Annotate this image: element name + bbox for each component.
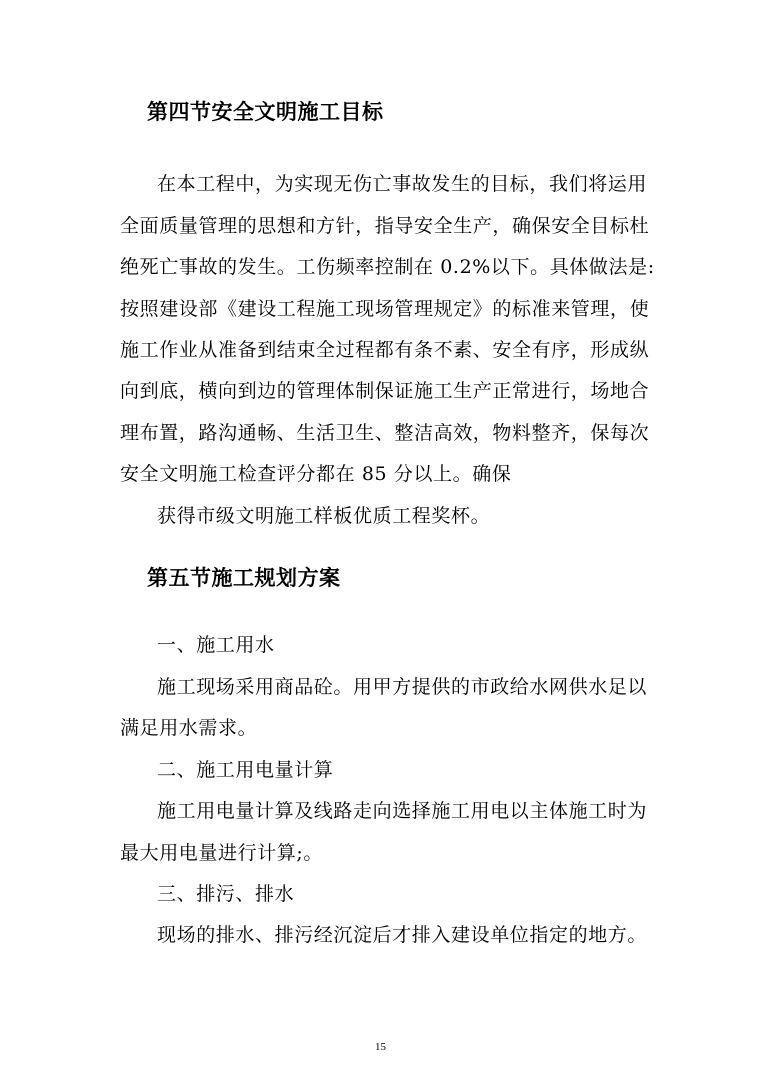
water-supply-line-2: 满足用水需求。 — [120, 717, 258, 739]
power-calc-line-1: 施工用电量计算及线路走向选择施工用电以主体施工时为 — [157, 800, 648, 822]
section-5-title: 第五节施工规划方案 — [147, 565, 341, 590]
power-calc-line-2: 最大用电量进行计算;。 — [120, 842, 324, 864]
power-calc-heading: 二、施工用电量计算 — [157, 759, 334, 781]
section-4-line-1: 在本工程中，为实现无伤亡事故发生的目标，我们将运用 — [157, 173, 648, 195]
section-4-line-9: 获得市级文明施工样板优质工程奖杯。 — [157, 505, 491, 527]
water-supply-line-1: 施工现场采用商品砼。用甲方提供的市政给水网供水足以 — [157, 676, 648, 698]
section-4-line-3: 绝死亡事故的发生。工伤频率控制在 0.2%以下。具体做法是: — [120, 256, 655, 278]
section-4-title: 第四节安全文明施工目标 — [147, 99, 384, 124]
water-supply-heading: 一、施工用水 — [157, 634, 275, 656]
section-4-line-8: 安全文明施工检查评分都在 85 分以上。确保 — [120, 463, 512, 485]
drainage-heading: 三、排污、排水 — [157, 883, 295, 905]
section-4-line-2: 全面质量管理的思想和方针，指导安全生产，确保安全目标杜 — [120, 215, 650, 237]
section-4-line-4: 按照建设部《建设工程施工现场管理规定》的标准来管理，使 — [120, 298, 650, 320]
section-4-line-7: 理布置，路沟通畅、生活卫生、整洁高效，物料整齐，保每次 — [120, 422, 650, 444]
section-4-line-6: 向到底，横向到边的管理体制保证施工生产正常进行，场地合 — [120, 380, 650, 402]
drainage-line-1: 现场的排水、排污经沉淀后才排入建设单位指定的地方。 — [157, 924, 648, 946]
section-4-line-5: 施工作业从准备到结束全过程都有条不素、安全有序，形成纵 — [120, 339, 650, 361]
page-number: 15 — [375, 1041, 386, 1053]
